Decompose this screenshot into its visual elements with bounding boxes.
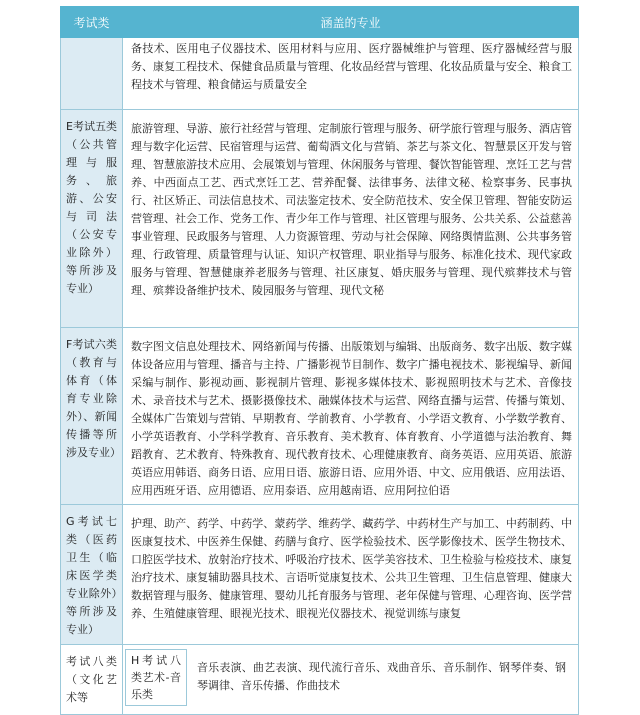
majors-cell: [123, 645, 579, 715]
majors-table: [60, 6, 579, 715]
table-row: [61, 505, 579, 645]
category-cell: [61, 505, 123, 645]
category-text: 考试八类（文化艺术等: [66, 655, 117, 704]
majors-text: 护理、助产、药学、中药学、蒙药学、维药学、藏药学、中药材生产与加工、中药制药、中医康复技术、中医养生保健、药膳与食疗、医学检验技术、医学影像技术、医学生物技术、口腔医学技术、放射治疗技术、呼吸治疗技术、医学美容技术、卫生检验与检疫技术、康复治疗技术、康复辅助器具技术、言语听觉康复技术、公共卫生管理、卫生信息管理、健康大数据管理与服务、健康管理、婴幼儿托育服务与管理、老年保健与管理、心理咨询、医学营养、生殖健康管理、眼视光技术、眼视光仪器技术、视觉训练与康复: [131, 517, 572, 620]
table-row: [61, 38, 579, 110]
majors-split: [123, 645, 572, 706]
category-cell: [61, 38, 123, 110]
table-row: [61, 328, 579, 505]
majors-text: 音乐表演、曲艺表演、现代流行音乐、戏曲音乐、音乐制作、钢琴伴奏、钢琴调律、音乐传播、作曲技术: [197, 661, 566, 692]
table-header-row: [61, 7, 579, 38]
majors-cell: [123, 328, 579, 505]
majors-cell: [123, 38, 579, 110]
category-text: G考试七类（医药卫生（临床医学类专业除外）等所涉及专业）: [66, 515, 117, 636]
subcategory-label: H考试八类艺术-音乐类: [125, 649, 187, 706]
subcategory-column: [123, 645, 189, 706]
category-cell: [61, 328, 123, 505]
majors-cell: [123, 505, 579, 645]
majors-table-wrapper: [60, 6, 578, 715]
majors-text: 旅游管理、导游、旅行社经营与管理、定制旅行管理与服务、研学旅行管理与服务、酒店管理与数字化运营、民宿管理与运营、葡萄酒文化与营销、茶艺与茶文化、智慧景区开发与管理、智慧旅游技术应用、会展策划与管理、休闲服务与管理、餐饮智能管理、烹饪工艺与营养、中西面点工艺、西式烹饪工艺、营养配餐、法律事务、法律文秘、检察事务、民事执行、社区矫正、司法信息技术、司法鉴定技术、安全防范技术、安全保卫管理、智能安防运营管理、社会工作、党务工作、青少年工作与管理、社区管理与服务、公共关系、公益慈善事业管理、民政服务与管理、人力资源管理、劳动与社会保障、网络舆情监测、公共事务管理、行政管理、质量管理与认证、知识产权管理、职业指导与服务、标准化技术、现代家政服务与管理、智慧健康养老服务与管理、社区康复、婚庆服务与管理、现代殡葬技术与管理、殡葬设备维护技术、陵园服务与管理、现代文秘: [131, 122, 572, 297]
majors-cell: [123, 110, 579, 328]
table-row: [61, 645, 579, 715]
category-text: E考试五类（公共管理与服务、旅游、公安与司法（公安专业除外）等所涉及专业）: [66, 120, 117, 295]
category-cell: [61, 645, 123, 715]
category-cell: [61, 110, 123, 328]
header-covered-majors: 涵盖的专业: [123, 7, 579, 38]
table-row: [61, 110, 579, 328]
majors-text: 数字图文信息处理技术、网络新闻与传播、出版策划与编辑、出版商务、数字出版、数字媒体设备应用与管理、播音与主持、广播影视节目制作、数字广播电视技术、影视编导、新闻采编与制作、影视动画、影视制片管理、影视多媒体技术、影视照明技术与艺术、音像技术、录音技术与艺术、摄影摄像技术、融媒体技术与运营、网络直播与运营、传播与策划、全媒体广告策划与营销、早期教育、学前教育、小学教育、小学语文教育、小学数学教育、小学英语教育、小学科学教育、音乐教育、美术教育、体育教育、小学道德与法治教育、舞蹈教育、艺术教育、特殊教育、现代教育技术、心理健康教育、商务英语、应用英语、旅游英语应用韩语、商务日语、应用日语、旅游日语、应用外语、中文、应用俄语、应用法语、应用西班牙语、应用德语、应用泰语、应用越南语、应用阿拉伯语: [131, 340, 572, 497]
category-text: F考试六类（教育与体育（体育专业除外）、新闻传播等所涉及专业）: [66, 338, 121, 459]
majors-text: 备技术、医用电子仪器技术、医用材料与应用、医疗器械维护与管理、医疗器械经营与服务、康复工程技术、保健食品质量与管理、化妆品经营与管理、化妆品质量与安全、粮食工程技术与管理、粮食储运与质量安全: [131, 42, 572, 91]
header-exam-category: 考试类: [61, 7, 123, 38]
